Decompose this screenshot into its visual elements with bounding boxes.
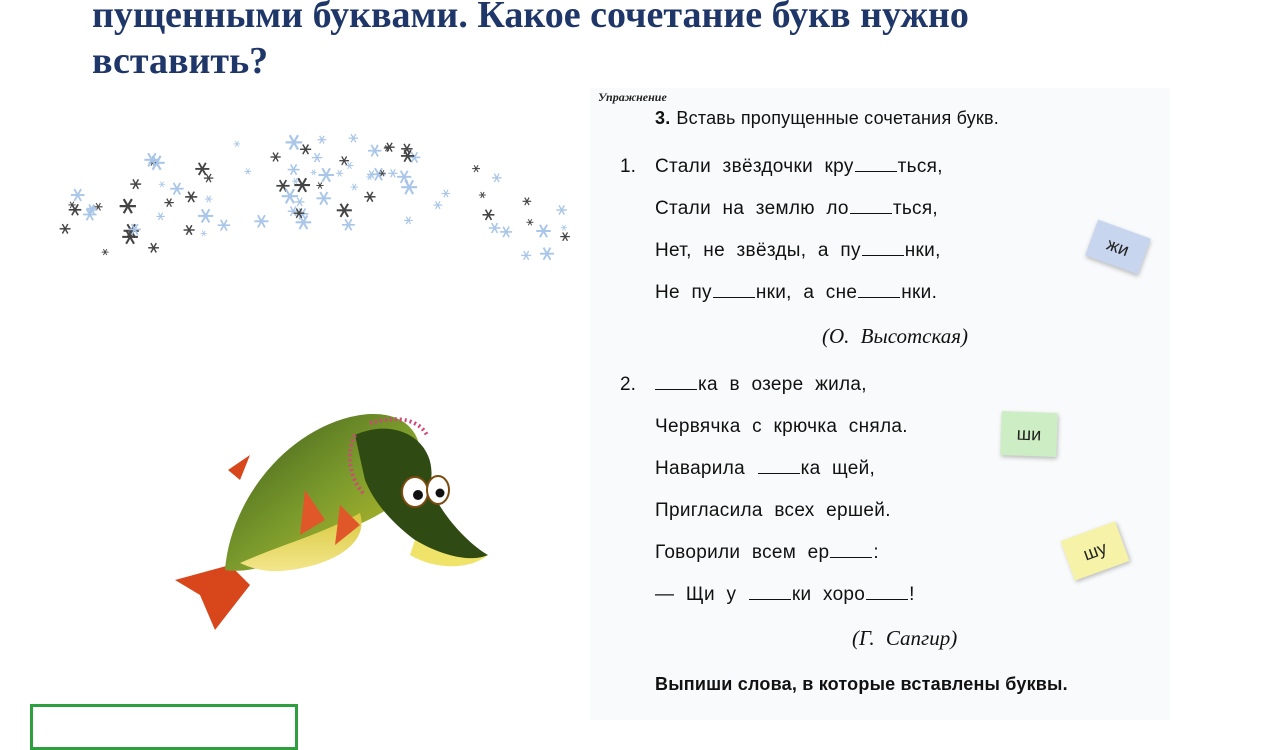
- snowflake-icon: [479, 192, 486, 198]
- snowflake-icon: [234, 141, 241, 147]
- snowflake-icon: [349, 134, 358, 142]
- snowflake-icon: [561, 225, 567, 231]
- snowflake-icon: [397, 171, 411, 183]
- poem-2-line-3: Наварила ка щей,: [655, 458, 876, 479]
- snowflake-icon: [71, 189, 85, 201]
- blank: [830, 542, 872, 558]
- snowflakes-illustration: [55, 120, 595, 300]
- slide-heading: [92, 0, 1192, 84]
- snowflake-icon: [346, 162, 354, 169]
- snowflake-icon: [388, 169, 397, 177]
- snowflake-icon: [442, 190, 451, 197]
- snowflake-icon: [68, 202, 75, 208]
- snowflake-icon: [401, 180, 417, 194]
- snowflake-icon: [170, 183, 183, 195]
- heading-line-2: вставить?: [92, 40, 269, 82]
- snowflake-icon: [317, 136, 326, 144]
- blank: [858, 282, 900, 298]
- snowflake-icon: [560, 232, 570, 240]
- snowflake-icon: [282, 189, 298, 203]
- poem-2-line-2: Червячка с крючка сняла.: [655, 416, 908, 437]
- snowflake-icon: [300, 144, 311, 154]
- answer-box[interactable]: [30, 704, 298, 750]
- snowflake-icon: [60, 224, 71, 233]
- poem-1-line-3: Нет, не звёзды, а пу нки,: [655, 240, 941, 261]
- snowflake-icon: [521, 251, 531, 260]
- blank: [862, 240, 904, 256]
- poem-2-line-6: — Щи у ки хоро !: [655, 584, 915, 605]
- poem-1-number: 1.: [620, 156, 636, 177]
- snowflake-icon: [244, 168, 251, 174]
- snowflake-icon: [433, 201, 442, 209]
- blank: [758, 458, 800, 474]
- snowflake-icon: [342, 219, 355, 230]
- snowflake-icon: [492, 174, 502, 182]
- snowflake-icon: [120, 199, 136, 213]
- snowflake-icon: [318, 168, 333, 181]
- snowflake-icon: [148, 243, 159, 252]
- snowflake-icon: [159, 182, 165, 188]
- poem-2-line-5: Говорили всем ер :: [655, 542, 880, 563]
- letter-card-zhi[interactable]: жи: [1085, 220, 1151, 275]
- snowflake-icon: [164, 199, 173, 207]
- snowflake-icon: [201, 231, 207, 236]
- snowflake-icon: [312, 153, 322, 162]
- snowflake-icon: [540, 248, 554, 260]
- snowflake-icon: [523, 198, 532, 205]
- pike-fish-illustration: [170, 395, 490, 640]
- snowflake-icon: [311, 170, 317, 175]
- snowflake-icon: [351, 184, 358, 190]
- snowflake-icon: [401, 144, 412, 154]
- poem-1-line-1: Стали звёздочки кру ться,: [655, 156, 943, 177]
- snowflake-icon: [184, 225, 195, 235]
- exercise-number: 3.: [655, 108, 671, 128]
- poem-2-line-4: Пригласила всех ершей.: [655, 500, 891, 521]
- snowflake-icon: [218, 220, 230, 231]
- snowflake-icon: [198, 209, 213, 222]
- blank: [655, 374, 697, 390]
- blank: [850, 198, 892, 214]
- poem-1-author: (О. Высотская): [822, 324, 969, 348]
- poem-2-number: 2.: [620, 374, 636, 395]
- snowflake-icon: [337, 204, 352, 217]
- exercise-footer: Выпиши слова, в которые вставлены буквы.: [655, 674, 1068, 694]
- snowflake-icon: [195, 163, 209, 175]
- poem-1-line-4: Не пу нки, а сне нки.: [655, 282, 938, 303]
- snowflake-icon: [286, 135, 303, 149]
- exercise-label: Упражнение: [598, 90, 667, 104]
- blank: [749, 584, 791, 600]
- snowflake-icon: [483, 210, 495, 220]
- snowflake-icon: [271, 153, 281, 162]
- poem-2-line-1: ка в озере жила,: [655, 374, 867, 396]
- letter-card-shi[interactable]: ши: [1000, 411, 1058, 457]
- snowflake-icon: [336, 170, 343, 176]
- snowflake-icon: [69, 204, 82, 215]
- snowflake-icon: [404, 217, 413, 224]
- snowflake-icon: [288, 164, 300, 174]
- snowflake-icon: [500, 227, 512, 238]
- snowflake-icon: [156, 213, 165, 220]
- snowflake-icon: [364, 192, 375, 202]
- heading-line-1: пущенными буквами. Какое сочетание букв нужно: [92, 0, 969, 36]
- snowflake-icon: [205, 196, 212, 202]
- snowflake-icon: [254, 215, 268, 227]
- poem-2-author: (Г. Сапгир): [852, 626, 958, 650]
- blank: [855, 156, 897, 172]
- snowflake-icon: [130, 179, 141, 188]
- snowflake-icon: [527, 219, 534, 225]
- snowflake-icon: [294, 178, 310, 192]
- snowflake-icon: [339, 156, 349, 164]
- instruction-text: Вставь пропущенные сочетания букв.: [676, 108, 999, 128]
- exercise-instruction: [655, 108, 999, 129]
- snowflake-icon: [316, 182, 323, 188]
- snowflake-icon: [536, 225, 551, 238]
- snowflake-icon: [368, 145, 381, 157]
- snowflake-icon: [102, 249, 109, 255]
- snowflake-icon: [489, 223, 501, 233]
- snowflake-icon: [317, 192, 332, 205]
- snowflake-icon: [556, 205, 567, 214]
- snowflake-icon: [296, 216, 312, 230]
- snowflake-icon: [185, 192, 197, 203]
- poem-1-line-2: Стали на землю ло ться,: [655, 198, 938, 219]
- snowflake-icon: [295, 198, 305, 206]
- snowflake-icon: [472, 165, 480, 172]
- blank: [866, 584, 908, 600]
- snowflake-icon: [276, 180, 289, 191]
- blank: [713, 282, 755, 298]
- letter-card-shu[interactable]: шу: [1061, 521, 1130, 580]
